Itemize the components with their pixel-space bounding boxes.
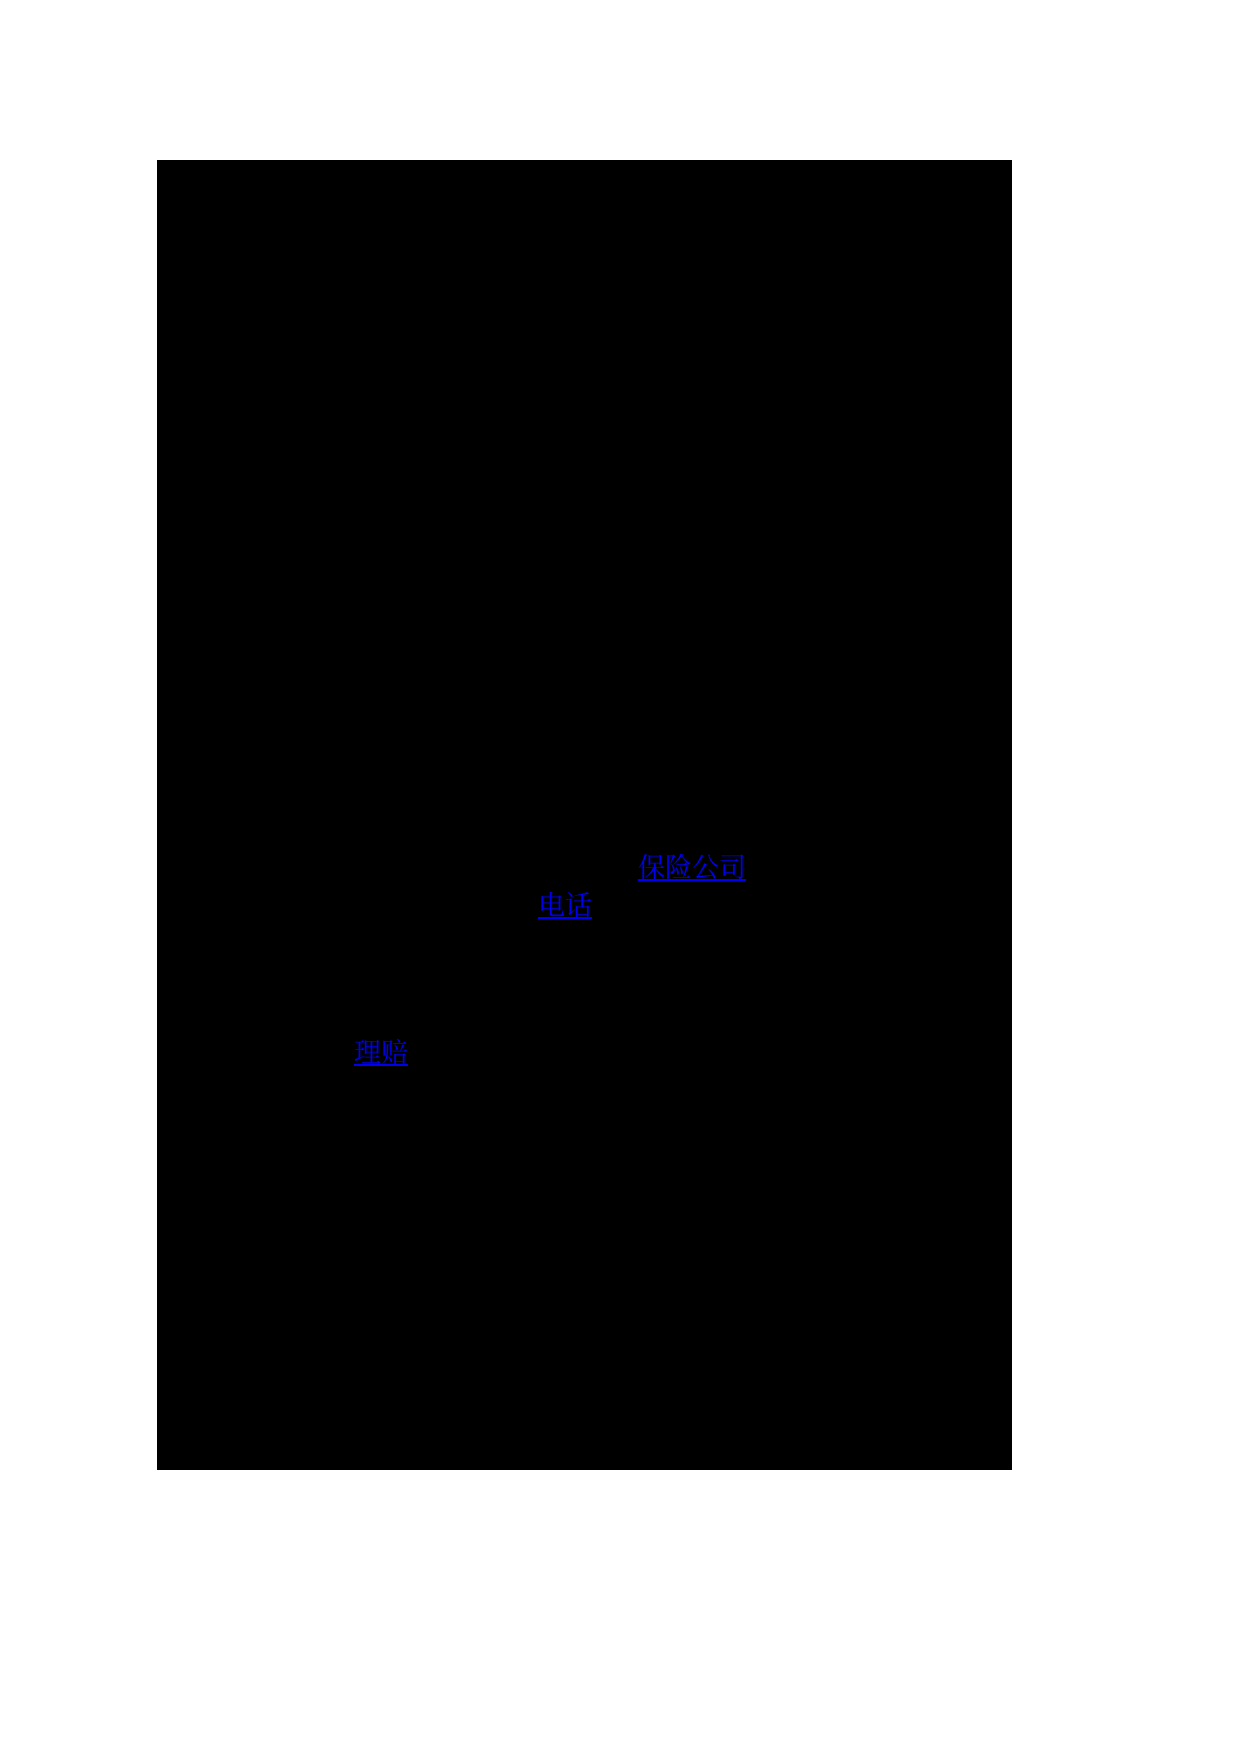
link-phone[interactable]: 电话 xyxy=(538,891,592,922)
redacted-content-block xyxy=(157,160,1012,1470)
link-insurance-company[interactable]: 保险公司 xyxy=(638,853,746,884)
link-claims[interactable]: 理赔 xyxy=(354,1038,408,1069)
